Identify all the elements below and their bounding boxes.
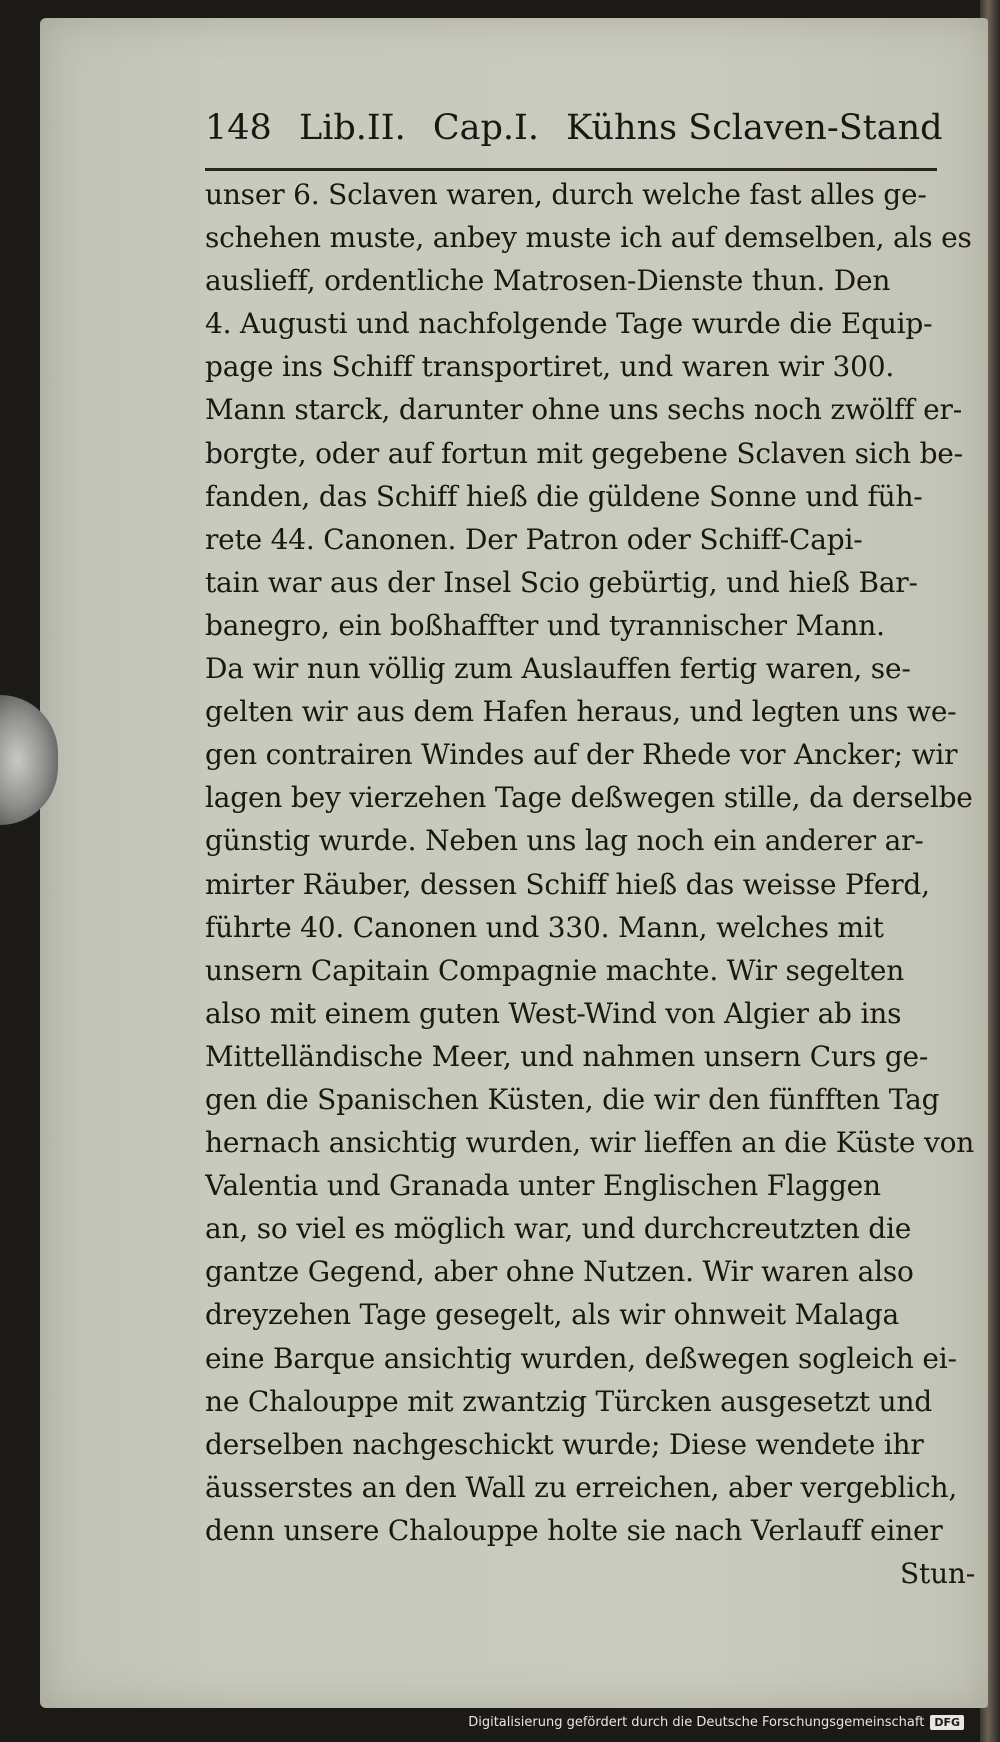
text-line: günstig wurde. Neben uns lag noch ein anderer ar-	[205, 824, 924, 858]
book-label: Lib.II.	[298, 108, 406, 148]
text-line: schehen muste, anbey muste ich auf demselben, als es	[205, 221, 972, 255]
text-line: unsern Capitain Compagnie machte. Wir segelten	[205, 953, 905, 987]
text-line: Mann starck, darunter ohne uns sechs noch zwölff er-	[205, 393, 962, 427]
text-line: äusserstes an den Wall zu erreichen, aber vergeblich,	[205, 1470, 958, 1504]
text-line: führte 40. Canonen und 330. Mann, welches mit	[205, 910, 884, 944]
text-line: hernach ansichtig wurden, wir lieffen an die Küste von	[205, 1126, 975, 1160]
text-line: page ins Schiff transportiret, und waren wir 300.	[205, 350, 895, 384]
chapter-label: Cap.I.	[432, 108, 539, 148]
text-line: derselben nachgeschickt wurde; Diese wendete ihr	[205, 1427, 924, 1461]
text-line: 4. Augusti und nachfolgende Tage wurde die Equip-	[205, 307, 933, 341]
text-block	[205, 173, 975, 1595]
text-line: denn unsere Chalouppe holte sie nach Verlauff einer	[205, 1513, 943, 1547]
text-line: borgte, oder auf fortun mit gegebene Sclaven sich be-	[205, 436, 963, 470]
text-line: eine Barque ansichtig wurden, deßwegen sogleich ei-	[205, 1341, 957, 1375]
running-title: Kühns Sclaven-Stand	[566, 108, 943, 148]
text-line: gantze Gegend, aber ohne Nutzen. Wir waren also	[205, 1255, 914, 1289]
text-line: also mit einem guten West-Wind von Algier ab ins	[205, 996, 902, 1030]
text-line: fanden, das Schiff hieß die güldene Sonne und füh-	[205, 479, 923, 513]
text-line: Valentia und Granada unter Englischen Flaggen	[205, 1169, 881, 1203]
text-line: auslieff, ordentliche Matrosen-Dienste thun. Den	[205, 264, 891, 298]
text-line: gen die Spanischen Küsten, die wir den fünfften Tag	[205, 1082, 940, 1116]
text-line: dreyzehen Tage gesegelt, als wir ohnweit Malaga	[205, 1298, 900, 1332]
credit-text: Digitalisierung gefördert durch die Deutsche Forschungsgemeinschaft	[468, 1715, 925, 1730]
header-rule	[205, 168, 937, 171]
text-line: lagen bey vierzehen Tage deßwegen stille, da derselbe	[205, 781, 973, 815]
text-line: rete 44. Canonen. Der Patron oder Schiff-Capi-	[205, 522, 863, 556]
text-line: unser 6. Sclaven waren, durch welche fast alles ge-	[205, 178, 927, 211]
dfg-logo: DFG	[930, 1715, 964, 1730]
text-line: ne Chalouppe mit zwantzig Türcken ausgesetzt und	[205, 1384, 933, 1418]
text-line: tain war aus der Insel Scio gebürtig, und hieß Bar-	[205, 565, 918, 599]
text-line: an, so viel es möglich war, und durchcreutzten die	[205, 1212, 912, 1246]
running-head	[205, 108, 943, 168]
text-line: gelten wir aus dem Hafen heraus, und legten uns we-	[205, 695, 957, 729]
digitization-credit	[468, 1715, 964, 1730]
catchword: Stun-	[900, 1557, 975, 1590]
text-line: Mittelländische Meer, und nahmen unsern Curs ge-	[205, 1039, 929, 1073]
text-line: banegro, ein boßhaffter und tyrannischer Mann.	[205, 608, 885, 642]
text-line: gen contrairen Windes auf der Rhede vor Ancker; wir	[205, 738, 958, 772]
text-line: mirter Räuber, dessen Schiff hieß das weisse Pferd,	[205, 867, 930, 901]
text-line: Da wir nun völlig zum Auslauffen fertig waren, se-	[205, 652, 911, 686]
page-number: 148	[205, 108, 272, 148]
